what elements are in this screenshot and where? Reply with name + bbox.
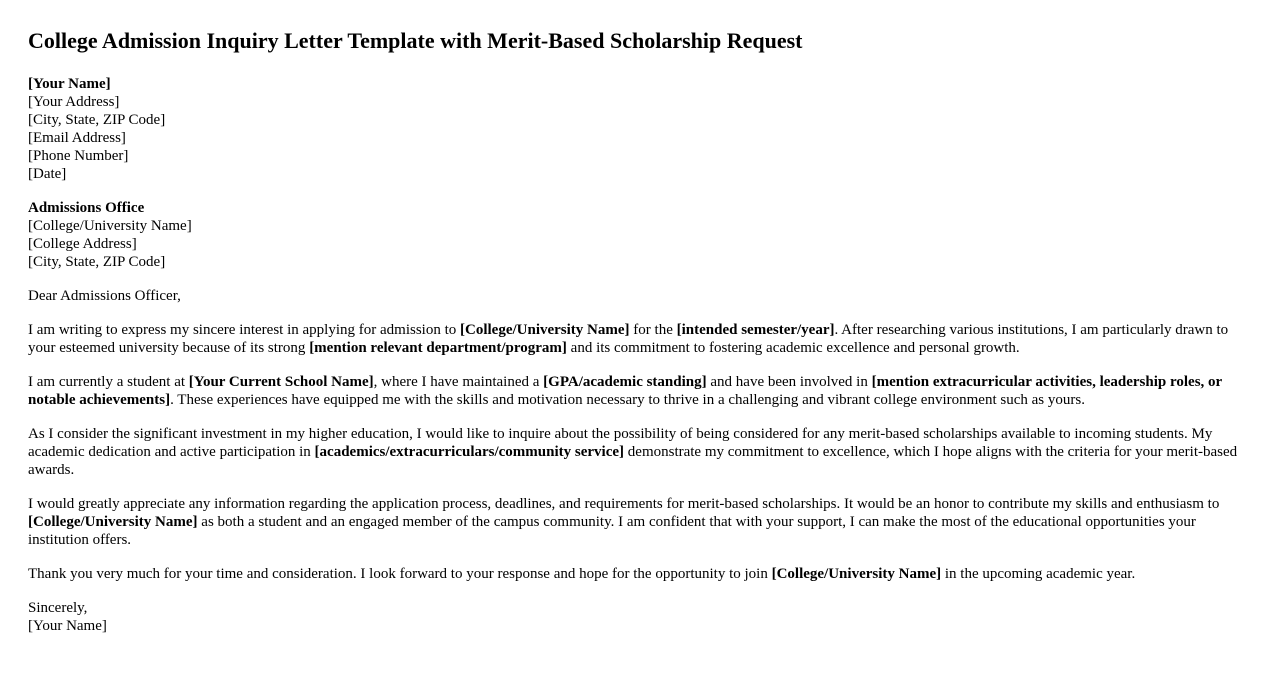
paragraph-text: I am writing to express my sincere interest in applying for admission to <box>28 322 460 338</box>
paragraph-text: Thank you very much for your time and consideration. I look forward to your response and hope for the opportunity to join <box>28 566 772 582</box>
recipient-college-name: [College/University Name] <box>28 218 192 234</box>
placeholder-field: [College/University Name] <box>460 322 630 338</box>
body-paragraph-5 <box>28 565 1250 583</box>
placeholder-field: [academics/extracurriculars/community service] <box>314 444 625 460</box>
paragraph-text: in the upcoming academic year. <box>941 566 1136 582</box>
sender-city-state-zip: [City, State, ZIP Code] <box>28 112 166 128</box>
body-paragraph-4 <box>28 495 1250 549</box>
signature: [Your Name] <box>28 618 107 634</box>
paragraph-text: , where I have maintained a <box>373 374 544 390</box>
placeholder-field: [intended semester/year] <box>676 322 835 338</box>
paragraph-text: I am currently a student at <box>28 374 189 390</box>
letter-page <box>0 28 1278 635</box>
page-title: College Admission Inquiry Letter Template with Merit-Based Scholarship Request <box>28 28 803 53</box>
placeholder-field: [mention extracurricular activities, leadership roles, or notable achievements] <box>28 374 1222 408</box>
paragraph-text: for the <box>629 322 677 338</box>
placeholder-field: [College/University Name] <box>28 514 198 530</box>
paragraph-text: demonstrate my commitment to excellence, which I hope aligns with the criteria for your merit-based awards. <box>28 444 1238 478</box>
paragraph-text: I would greatly appreciate any information regarding the application process, deadlines, and requirements for merit-based scholarships. It would be an honor to contribute my skills and enthusiasm to <box>28 496 1220 512</box>
recipient-office: Admissions Office <box>28 200 145 216</box>
paragraph-text: As I consider the significant investment in my higher education, I would like to inquire about the possibility of being considered for any merit-based scholarships available to incoming students. My academic dedication and active participation in <box>28 426 1213 460</box>
body-paragraph-3 <box>28 425 1250 479</box>
sender-block <box>28 75 1250 183</box>
letter-body <box>28 321 1250 583</box>
paragraph-text: as both a student and an engaged member of the campus community. I am confident that with your support, I can make the most of the educational opportunities your institution offers. <box>28 514 1196 548</box>
paragraph-text: . These experiences have equipped me with the skills and motivation necessary to thrive in a challenging and vibrant college environment such as yours. <box>170 392 1085 408</box>
sender-address: [Your Address] <box>28 94 120 110</box>
sender-name: [Your Name] <box>28 76 111 92</box>
body-paragraph-2 <box>28 373 1250 409</box>
paragraph-text: and have been involved in <box>706 374 872 390</box>
recipient-block <box>28 199 1250 271</box>
closing-block <box>28 599 1250 635</box>
paragraph-text: . After researching various institutions, I am particularly drawn to your esteemed university because of its strong <box>28 322 1229 356</box>
placeholder-field: [Your Current School Name] <box>188 374 374 390</box>
placeholder-field: [mention relevant department/program] <box>309 340 567 356</box>
closing: Sincerely, <box>28 600 88 616</box>
salutation: Dear Admissions Officer, <box>28 288 181 304</box>
body-paragraph-1 <box>28 321 1250 357</box>
placeholder-field: [College/University Name] <box>771 566 942 582</box>
sender-phone: [Phone Number] <box>28 148 129 164</box>
sender-date: [Date] <box>28 166 67 182</box>
placeholder-field: [GPA/academic standing] <box>543 374 707 390</box>
sender-email: [Email Address] <box>28 130 126 146</box>
recipient-city-state-zip: [City, State, ZIP Code] <box>28 254 166 270</box>
recipient-college-address: [College Address] <box>28 236 137 252</box>
paragraph-text: and its commitment to fostering academic excellence and personal growth. <box>566 340 1020 356</box>
